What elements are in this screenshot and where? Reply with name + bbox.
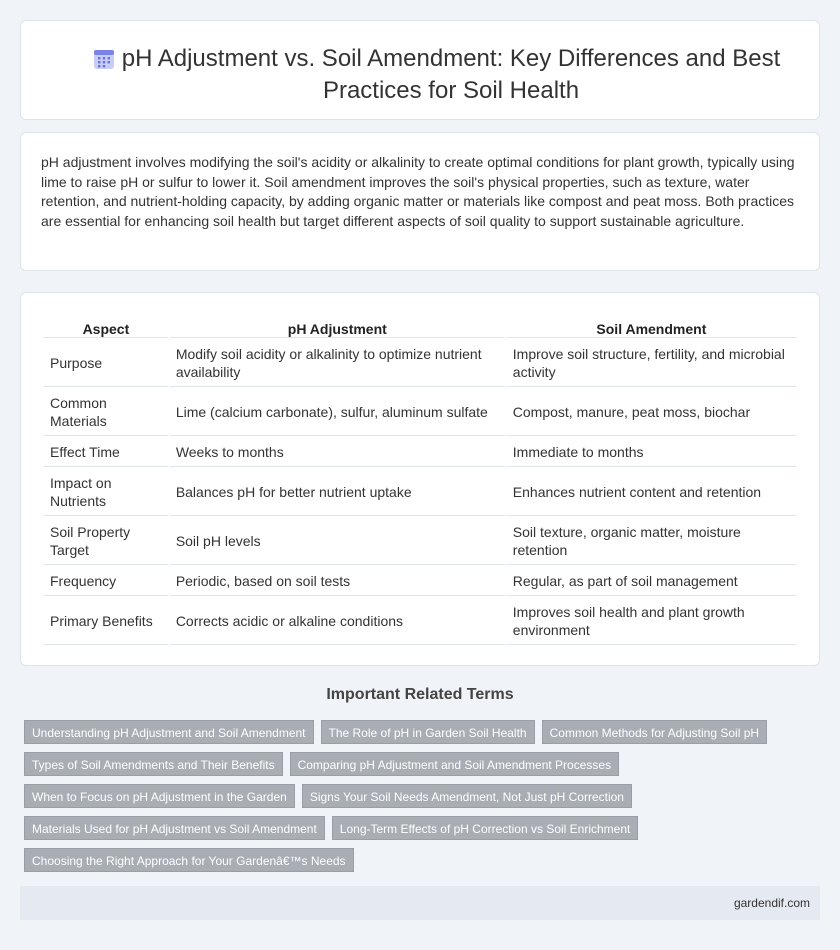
cell-amendment: Enhances nutrient content and retention <box>507 469 796 516</box>
table-row <box>44 389 796 436</box>
related-terms-tags <box>24 720 824 880</box>
cell-ph: Corrects acidic or alkaline conditions <box>170 598 505 645</box>
header-soil-amendment: Soil Amendment <box>507 316 796 338</box>
cell-ph: Weeks to months <box>170 438 505 467</box>
cell-ph: Lime (calcium carbonate), sulfur, aluminum sulfate <box>170 389 505 436</box>
related-term-tag[interactable]: Understanding pH Adjustment and Soil Amendment <box>24 720 314 744</box>
cell-ph: Soil pH levels <box>170 518 505 565</box>
table-row <box>44 469 796 516</box>
related-term-tag[interactable]: Types of Soil Amendments and Their Benefits <box>24 752 283 776</box>
cell-aspect: Soil Property Target <box>44 518 168 565</box>
cell-amendment: Improves soil health and plant growth environment <box>507 598 796 645</box>
page-title: pH Adjustment vs. Soil Amendment: Key Differences and Best Practices for Soil Health <box>121 45 781 104</box>
related-term-tag[interactable]: Common Methods for Adjusting Soil pH <box>542 720 767 744</box>
footer-site-name: gardendif.com <box>733 896 810 910</box>
comparison-card <box>20 292 820 666</box>
cell-aspect: Effect Time <box>44 438 168 467</box>
table-row <box>44 518 796 565</box>
table-row <box>44 598 796 645</box>
related-term-tag[interactable]: Choosing the Right Approach for Your Gardenâ€™s Needs <box>24 848 354 872</box>
related-term-tag[interactable]: Signs Your Soil Needs Amendment, Not Just pH Correction <box>302 784 632 808</box>
comparison-table <box>42 314 798 647</box>
header-ph-adjustment: pH Adjustment <box>170 316 505 338</box>
intro-paragraph: pH adjustment involves modifying the soil's acidity or alkalinity to create optimal conditions for plant growth, typically using lime to raise pH or sulfur to lower it. Soil amendment improves the soil's physical properties, such as texture, water retention, and nutrient-holding capacity, by adding organic matter or materials like compost and peat moss. Both practices are essential for enhancing soil health but target different aspects of soil quality to support sustainable agriculture. <box>41 154 795 229</box>
related-term-tag[interactable]: Long-Term Effects of pH Correction vs Soil Enrichment <box>332 816 639 840</box>
cell-amendment: Compost, manure, peat moss, biochar <box>507 389 796 436</box>
title-card <box>20 20 820 120</box>
related-term-tag[interactable]: The Role of pH in Garden Soil Health <box>321 720 535 744</box>
related-terms-heading: Important Related Terms <box>326 686 514 703</box>
cell-ph: Periodic, based on soil tests <box>170 567 505 596</box>
table-row <box>44 438 796 467</box>
cell-amendment: Regular, as part of soil management <box>507 567 796 596</box>
cell-ph: Balances pH for better nutrient uptake <box>170 469 505 516</box>
footer <box>20 886 820 920</box>
cell-amendment: Improve soil structure, fertility, and microbial activity <box>507 340 796 387</box>
cell-aspect: Impact on Nutrients <box>44 469 168 516</box>
related-term-tag[interactable]: Materials Used for pH Adjustment vs Soil Amendment <box>24 816 325 840</box>
cell-amendment: Soil texture, organic matter, moisture retention <box>507 518 796 565</box>
related-term-tag[interactable]: When to Focus on pH Adjustment in the Garden <box>24 784 295 808</box>
cell-aspect: Purpose <box>44 340 168 387</box>
cell-aspect: Frequency <box>44 567 168 596</box>
table-row <box>44 567 796 596</box>
cell-ph: Modify soil acidity or alkalinity to optimize nutrient availability <box>170 340 505 387</box>
header-aspect: Aspect <box>44 316 168 338</box>
cell-aspect: Primary Benefits <box>44 598 168 645</box>
cell-amendment: Immediate to months <box>507 438 796 467</box>
related-term-tag[interactable]: Comparing pH Adjustment and Soil Amendment Processes <box>290 752 620 776</box>
intro-card <box>20 132 820 271</box>
cell-aspect: Common Materials <box>44 389 168 436</box>
table-row <box>44 340 796 387</box>
